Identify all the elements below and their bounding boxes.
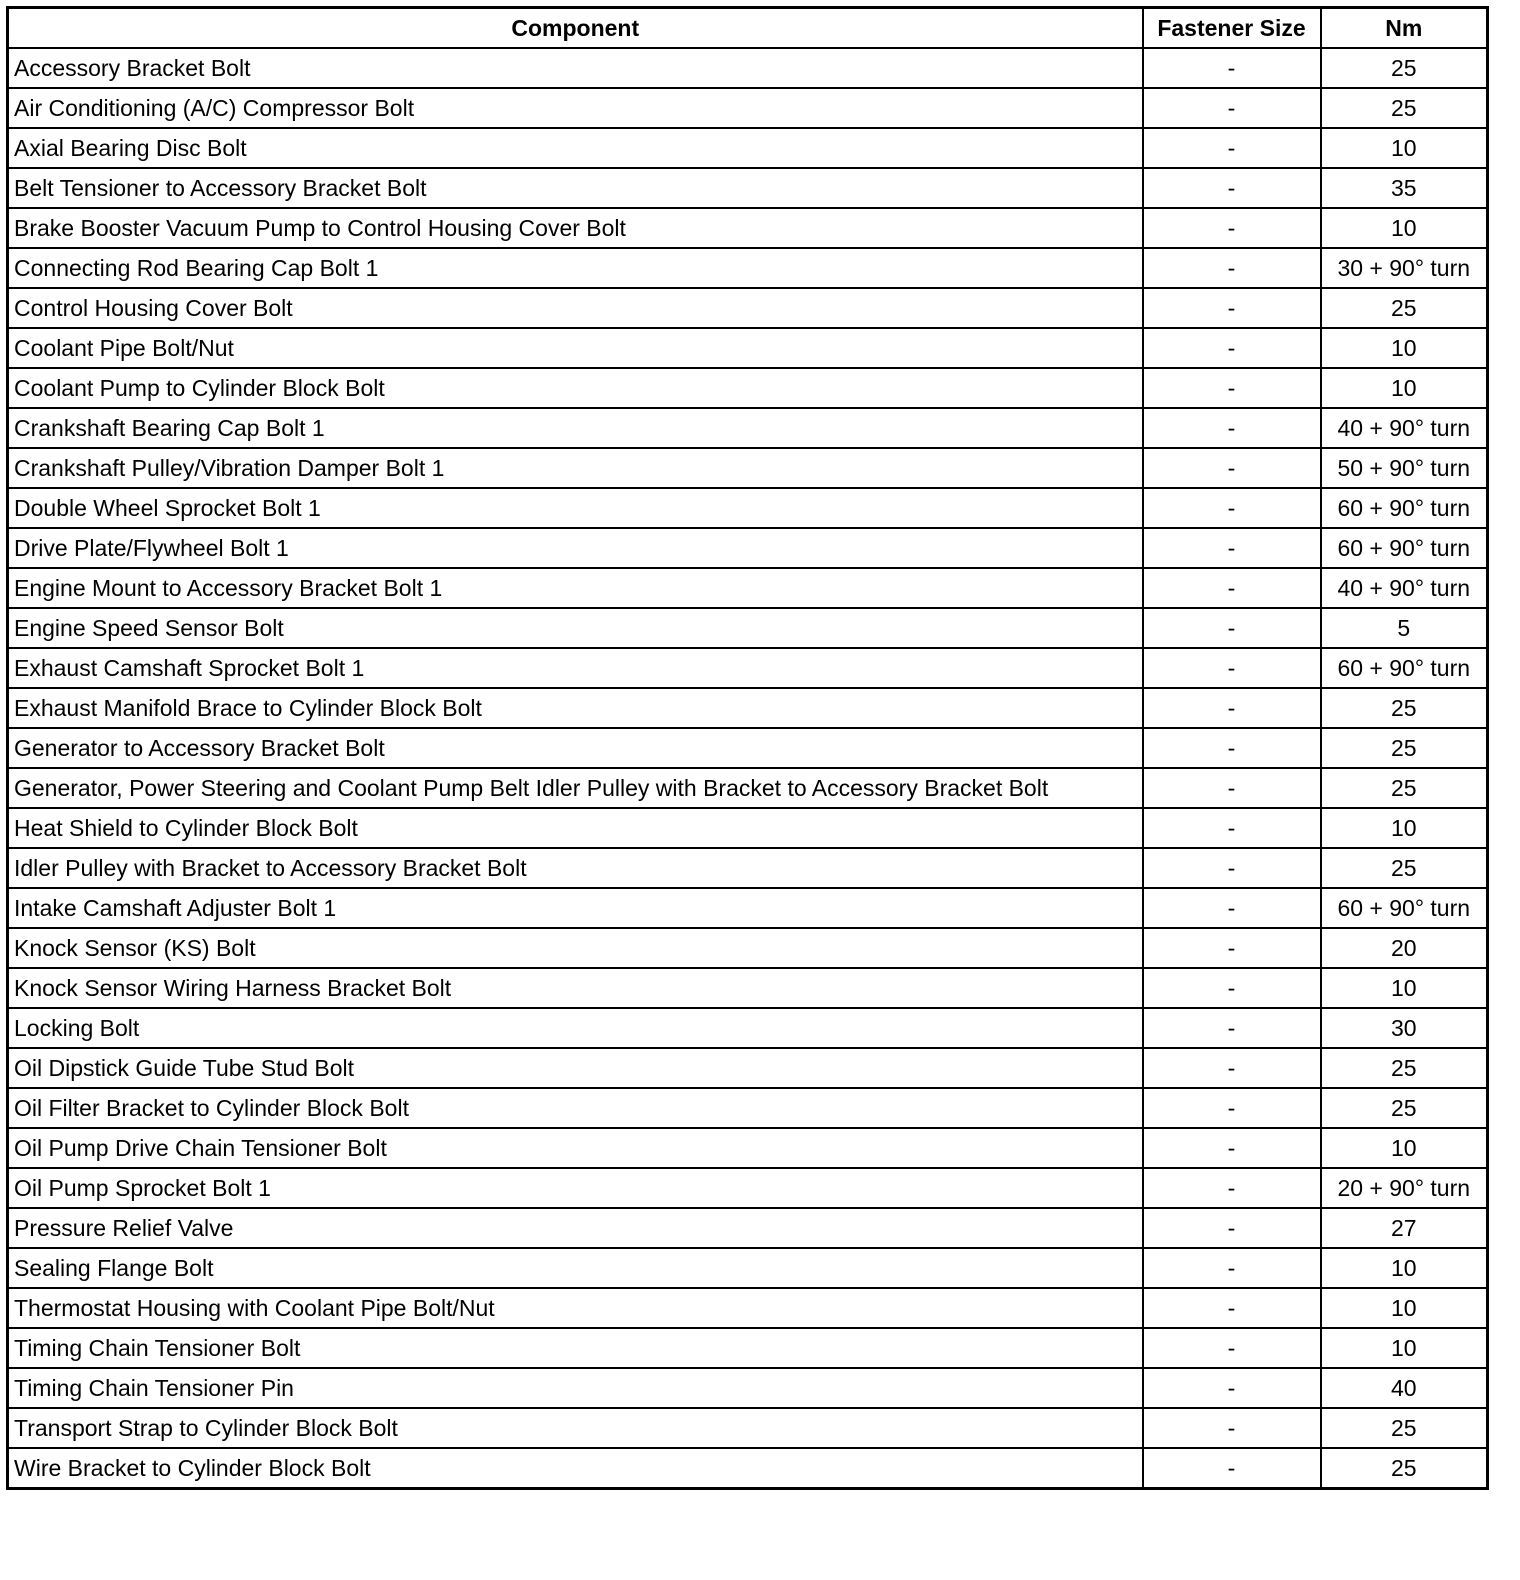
component-cell: Connecting Rod Bearing Cap Bolt 1 xyxy=(8,248,1143,288)
table-row xyxy=(8,1248,1488,1288)
table-row xyxy=(8,768,1488,808)
fastener-size-cell: - xyxy=(1143,1048,1321,1088)
torque-nm-cell: 35 xyxy=(1321,168,1488,208)
fastener-size-cell: - xyxy=(1143,1408,1321,1448)
torque-nm-cell: 25 xyxy=(1321,1448,1488,1489)
table-row xyxy=(8,888,1488,928)
torque-nm-cell: 25 xyxy=(1321,728,1488,768)
component-cell: Air Conditioning (A/C) Compressor Bolt xyxy=(8,88,1143,128)
component-cell: Knock Sensor (KS) Bolt xyxy=(8,928,1143,968)
component-cell: Generator to Accessory Bracket Bolt xyxy=(8,728,1143,768)
fastener-size-cell: - xyxy=(1143,368,1321,408)
component-cell: Locking Bolt xyxy=(8,1008,1143,1048)
fastener-size-cell: - xyxy=(1143,1328,1321,1368)
table-row xyxy=(8,1048,1488,1088)
component-cell: Engine Speed Sensor Bolt xyxy=(8,608,1143,648)
fastener-size-cell: - xyxy=(1143,48,1321,88)
table-row xyxy=(8,448,1488,488)
torque-nm-cell: 5 xyxy=(1321,608,1488,648)
fastener-size-cell: - xyxy=(1143,728,1321,768)
component-cell: Double Wheel Sprocket Bolt 1 xyxy=(8,488,1143,528)
table-row xyxy=(8,848,1488,888)
fastener-size-cell: - xyxy=(1143,568,1321,608)
torque-nm-cell: 25 xyxy=(1321,288,1488,328)
torque-nm-cell: 10 xyxy=(1321,1328,1488,1368)
table-row xyxy=(8,128,1488,168)
torque-nm-cell: 10 xyxy=(1321,1248,1488,1288)
torque-nm-cell: 60 + 90° turn xyxy=(1321,528,1488,568)
torque-nm-cell: 25 xyxy=(1321,48,1488,88)
component-cell: Brake Booster Vacuum Pump to Control Housing Cover Bolt xyxy=(8,208,1143,248)
torque-nm-cell: 60 + 90° turn xyxy=(1321,488,1488,528)
torque-nm-cell: 10 xyxy=(1321,808,1488,848)
fastener-size-cell: - xyxy=(1143,528,1321,568)
component-cell: Pressure Relief Valve xyxy=(8,1208,1143,1248)
component-cell: Drive Plate/Flywheel Bolt 1 xyxy=(8,528,1143,568)
component-cell: Transport Strap to Cylinder Block Bolt xyxy=(8,1408,1143,1448)
fastener-size-cell: - xyxy=(1143,808,1321,848)
torque-nm-cell: 25 xyxy=(1321,688,1488,728)
component-cell: Wire Bracket to Cylinder Block Bolt xyxy=(8,1448,1143,1489)
table-row xyxy=(8,1328,1488,1368)
component-cell: Heat Shield to Cylinder Block Bolt xyxy=(8,808,1143,848)
torque-nm-cell: 25 xyxy=(1321,1048,1488,1088)
table-row xyxy=(8,968,1488,1008)
fastener-size-cell: - xyxy=(1143,648,1321,688)
fastener-size-cell: - xyxy=(1143,1288,1321,1328)
fastener-size-cell: - xyxy=(1143,248,1321,288)
table-row xyxy=(8,288,1488,328)
table-row xyxy=(8,928,1488,968)
component-cell: Oil Pump Drive Chain Tensioner Bolt xyxy=(8,1128,1143,1168)
table-row xyxy=(8,808,1488,848)
torque-nm-cell: 20 xyxy=(1321,928,1488,968)
table-row xyxy=(8,1008,1488,1048)
component-cell: Timing Chain Tensioner Bolt xyxy=(8,1328,1143,1368)
fastener-size-cell: - xyxy=(1143,608,1321,648)
table-row xyxy=(8,1168,1488,1208)
component-cell: Sealing Flange Bolt xyxy=(8,1248,1143,1288)
component-cell: Coolant Pump to Cylinder Block Bolt xyxy=(8,368,1143,408)
fastener-size-cell: - xyxy=(1143,968,1321,1008)
torque-nm-cell: 30 + 90° turn xyxy=(1321,248,1488,288)
torque-nm-cell: 10 xyxy=(1321,368,1488,408)
header-row xyxy=(8,8,1488,49)
table-row xyxy=(8,208,1488,248)
component-cell: Oil Pump Sprocket Bolt 1 xyxy=(8,1168,1143,1208)
table-row xyxy=(8,488,1488,528)
component-cell: Oil Dipstick Guide Tube Stud Bolt xyxy=(8,1048,1143,1088)
torque-spec-table xyxy=(6,6,1489,1490)
torque-nm-cell: 10 xyxy=(1321,328,1488,368)
header-component: Component xyxy=(8,8,1143,49)
torque-nm-cell: 50 + 90° turn xyxy=(1321,448,1488,488)
table-row xyxy=(8,1128,1488,1168)
fastener-size-cell: - xyxy=(1143,288,1321,328)
component-cell: Idler Pulley with Bracket to Accessory Bracket Bolt xyxy=(8,848,1143,888)
table-body xyxy=(8,48,1488,1489)
torque-nm-cell: 10 xyxy=(1321,1128,1488,1168)
component-cell: Crankshaft Pulley/Vibration Damper Bolt 1 xyxy=(8,448,1143,488)
table-row xyxy=(8,1208,1488,1248)
table-row xyxy=(8,528,1488,568)
torque-nm-cell: 30 xyxy=(1321,1008,1488,1048)
component-cell: Generator, Power Steering and Coolant Pump Belt Idler Pulley with Bracket to Accessory Bracket Bolt xyxy=(8,768,1143,808)
fastener-size-cell: - xyxy=(1143,488,1321,528)
fastener-size-cell: - xyxy=(1143,1088,1321,1128)
torque-nm-cell: 25 xyxy=(1321,1088,1488,1128)
table-row xyxy=(8,608,1488,648)
fastener-size-cell: - xyxy=(1143,1448,1321,1489)
table-row xyxy=(8,328,1488,368)
fastener-size-cell: - xyxy=(1143,208,1321,248)
torque-nm-cell: 10 xyxy=(1321,128,1488,168)
component-cell: Axial Bearing Disc Bolt xyxy=(8,128,1143,168)
fastener-size-cell: - xyxy=(1143,408,1321,448)
fastener-size-cell: - xyxy=(1143,928,1321,968)
torque-nm-cell: 10 xyxy=(1321,968,1488,1008)
torque-nm-cell: 60 + 90° turn xyxy=(1321,888,1488,928)
fastener-size-cell: - xyxy=(1143,88,1321,128)
table-row xyxy=(8,408,1488,448)
table-header xyxy=(8,8,1488,49)
torque-nm-cell: 40 + 90° turn xyxy=(1321,408,1488,448)
table-row xyxy=(8,1448,1488,1489)
fastener-size-cell: - xyxy=(1143,168,1321,208)
component-cell: Knock Sensor Wiring Harness Bracket Bolt xyxy=(8,968,1143,1008)
table-row xyxy=(8,88,1488,128)
component-cell: Control Housing Cover Bolt xyxy=(8,288,1143,328)
component-cell: Engine Mount to Accessory Bracket Bolt 1 xyxy=(8,568,1143,608)
fastener-size-cell: - xyxy=(1143,448,1321,488)
header-nm: Nm xyxy=(1321,8,1488,49)
fastener-size-cell: - xyxy=(1143,1208,1321,1248)
torque-nm-cell: 25 xyxy=(1321,848,1488,888)
table-row xyxy=(8,1288,1488,1328)
component-cell: Timing Chain Tensioner Pin xyxy=(8,1368,1143,1408)
component-cell: Crankshaft Bearing Cap Bolt 1 xyxy=(8,408,1143,448)
fastener-size-cell: - xyxy=(1143,1368,1321,1408)
table-row xyxy=(8,48,1488,88)
torque-nm-cell: 25 xyxy=(1321,768,1488,808)
table-row xyxy=(8,648,1488,688)
fastener-size-cell: - xyxy=(1143,1168,1321,1208)
component-cell: Exhaust Manifold Brace to Cylinder Block Bolt xyxy=(8,688,1143,728)
table-row xyxy=(8,168,1488,208)
table-row xyxy=(8,688,1488,728)
torque-nm-cell: 25 xyxy=(1321,88,1488,128)
fastener-size-cell: - xyxy=(1143,768,1321,808)
table-row xyxy=(8,1368,1488,1408)
torque-nm-cell: 60 + 90° turn xyxy=(1321,648,1488,688)
table-row xyxy=(8,1408,1488,1448)
fastener-size-cell: - xyxy=(1143,888,1321,928)
fastener-size-cell: - xyxy=(1143,328,1321,368)
torque-nm-cell: 10 xyxy=(1321,208,1488,248)
torque-nm-cell: 20 + 90° turn xyxy=(1321,1168,1488,1208)
torque-nm-cell: 27 xyxy=(1321,1208,1488,1248)
table-row xyxy=(8,568,1488,608)
fastener-size-cell: - xyxy=(1143,688,1321,728)
table-row xyxy=(8,368,1488,408)
component-cell: Thermostat Housing with Coolant Pipe Bolt/Nut xyxy=(8,1288,1143,1328)
component-cell: Exhaust Camshaft Sprocket Bolt 1 xyxy=(8,648,1143,688)
table-row xyxy=(8,248,1488,288)
component-cell: Intake Camshaft Adjuster Bolt 1 xyxy=(8,888,1143,928)
component-cell: Coolant Pipe Bolt/Nut xyxy=(8,328,1143,368)
table-row xyxy=(8,728,1488,768)
fastener-size-cell: - xyxy=(1143,1128,1321,1168)
fastener-size-cell: - xyxy=(1143,128,1321,168)
fastener-size-cell: - xyxy=(1143,1008,1321,1048)
table-row xyxy=(8,1088,1488,1128)
torque-nm-cell: 25 xyxy=(1321,1408,1488,1448)
fastener-size-cell: - xyxy=(1143,1248,1321,1288)
header-fastener-size: Fastener Size xyxy=(1143,8,1321,49)
component-cell: Belt Tensioner to Accessory Bracket Bolt xyxy=(8,168,1143,208)
torque-nm-cell: 40 + 90° turn xyxy=(1321,568,1488,608)
component-cell: Accessory Bracket Bolt xyxy=(8,48,1143,88)
component-cell: Oil Filter Bracket to Cylinder Block Bolt xyxy=(8,1088,1143,1128)
fastener-size-cell: - xyxy=(1143,848,1321,888)
torque-nm-cell: 10 xyxy=(1321,1288,1488,1328)
torque-nm-cell: 40 xyxy=(1321,1368,1488,1408)
